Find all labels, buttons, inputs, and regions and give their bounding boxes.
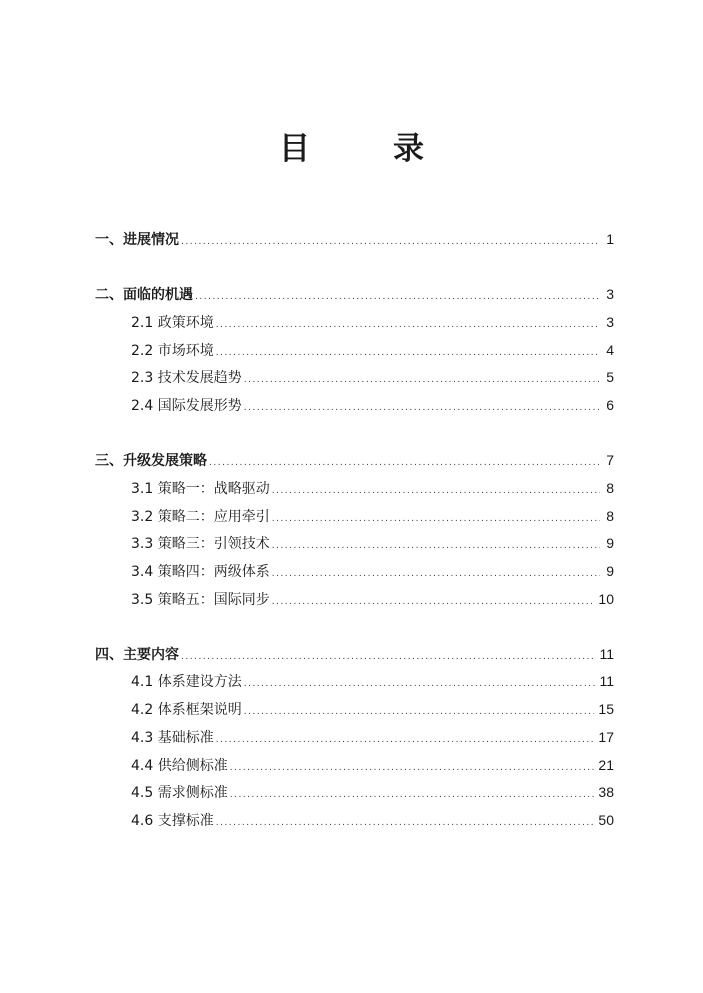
toc-subsection-entry[interactable]: [95, 475, 614, 503]
toc-entry-page-number: 11: [599, 645, 614, 662]
toc-entry-label: 2.2 市场环境: [131, 342, 214, 359]
toc-subsection-entry[interactable]: [95, 586, 614, 614]
toc-subsection-entry[interactable]: [95, 337, 614, 365]
toc-entry-page-number: 21: [598, 756, 614, 773]
dot-leader: [216, 810, 595, 838]
toc-entry-label: 4.6 支撑标准: [131, 812, 214, 829]
toc-entry-label: 2.3 技术发展趋势: [131, 370, 242, 387]
dot-leader: [272, 589, 595, 617]
dot-leader: [209, 450, 600, 478]
toc-entry-page-number: 9: [606, 562, 614, 579]
toc-entry-page-number: 50: [598, 811, 614, 828]
toc-entry-label: 3.5 策略五：国际同步: [131, 591, 270, 608]
toc-chapter-entry[interactable]: [95, 281, 614, 309]
toc-entry-label: 4.2 体系框架说明: [131, 702, 242, 719]
toc-subsection-entry[interactable]: [95, 364, 614, 392]
dot-leader: [181, 229, 600, 257]
toc-entry-label: 2.4 国际发展形势: [131, 397, 242, 414]
toc-entry-page-number: 9: [606, 535, 614, 552]
dot-leader: [272, 506, 600, 534]
page-title: 目 录: [279, 131, 450, 167]
dot-leader: [230, 782, 595, 810]
toc-subsection-entry[interactable]: [95, 752, 614, 780]
dot-leader: [244, 367, 600, 395]
toc-subsection-entry[interactable]: [95, 696, 614, 724]
dot-leader: [272, 533, 600, 561]
toc-entry-page-number: 38: [598, 784, 614, 801]
dot-leader: [216, 727, 595, 755]
toc-entry-label: 一、进展情况: [95, 232, 179, 248]
toc-entry-page-number: 15: [598, 701, 614, 718]
dot-leader: [230, 755, 595, 783]
toc-entry-page-number: 6: [606, 396, 614, 413]
table-of-contents: [95, 226, 614, 862]
toc-entry-label: 4.5 需求侧标准: [131, 785, 228, 802]
toc-section: [95, 447, 614, 613]
toc-entry-page-number: 8: [606, 507, 614, 524]
toc-entry-page-number: 1: [606, 231, 614, 247]
toc-subsection-entry[interactable]: [95, 530, 614, 558]
dot-leader: [216, 312, 600, 340]
toc-subsection-entry[interactable]: [95, 309, 614, 337]
toc-entry-page-number: 10: [598, 590, 614, 607]
toc-entry-label: 3.4 策略四：两级体系: [131, 563, 270, 580]
dot-leader: [181, 644, 595, 672]
toc-entry-page-number: 3: [606, 313, 614, 330]
toc-entry-page-number: 4: [606, 341, 614, 358]
toc-entry-label: 4.3 基础标准: [131, 729, 214, 746]
toc-entry-page-number: 17: [598, 728, 614, 745]
toc-entry-page-number: 3: [606, 286, 614, 303]
toc-entry-page-number: 7: [606, 452, 614, 469]
dot-leader: [272, 561, 600, 589]
toc-entry-label: 4.1 体系建设方法: [131, 674, 242, 691]
toc-entry-page-number: 5: [606, 369, 614, 386]
toc-subsection-entry[interactable]: [95, 503, 614, 531]
toc-subsection-entry[interactable]: [95, 558, 614, 586]
toc-subsection-entry[interactable]: [95, 779, 614, 807]
toc-subsection-entry[interactable]: [95, 668, 614, 696]
dot-leader: [244, 699, 595, 727]
toc-chapter-entry[interactable]: [95, 641, 614, 669]
toc-section: [95, 641, 614, 835]
toc-entry-label: 二、面临的机遇: [95, 287, 193, 304]
toc-entry-label: 2.1 政策环境: [131, 314, 214, 331]
toc-entry-label: 4.4 供给侧标准: [131, 757, 228, 774]
dot-leader: [244, 671, 596, 699]
dot-leader: [244, 395, 600, 423]
dot-leader: [272, 478, 600, 506]
toc-entry-label: 3.3 策略三：引领技术: [131, 536, 270, 553]
toc-entry-page-number: 11: [599, 673, 614, 690]
dot-leader: [216, 340, 600, 368]
toc-entry-page-number: 8: [606, 479, 614, 496]
toc-section: [95, 226, 614, 254]
dot-leader: [195, 284, 600, 312]
toc-entry-label: 3.2 策略二：应用牵引: [131, 508, 270, 525]
toc-subsection-entry[interactable]: [95, 724, 614, 752]
toc-entry-label: 四、主要内容: [95, 646, 179, 663]
toc-entry-label: 三、升级发展策略: [95, 453, 207, 470]
toc-subsection-entry[interactable]: [95, 392, 614, 420]
toc-chapter-entry[interactable]: [95, 447, 614, 475]
toc-section: [95, 281, 614, 419]
toc-subsection-entry[interactable]: [95, 807, 614, 835]
toc-chapter-entry[interactable]: [95, 226, 614, 254]
toc-entry-label: 3.1 策略一：战略驱动: [131, 480, 270, 497]
